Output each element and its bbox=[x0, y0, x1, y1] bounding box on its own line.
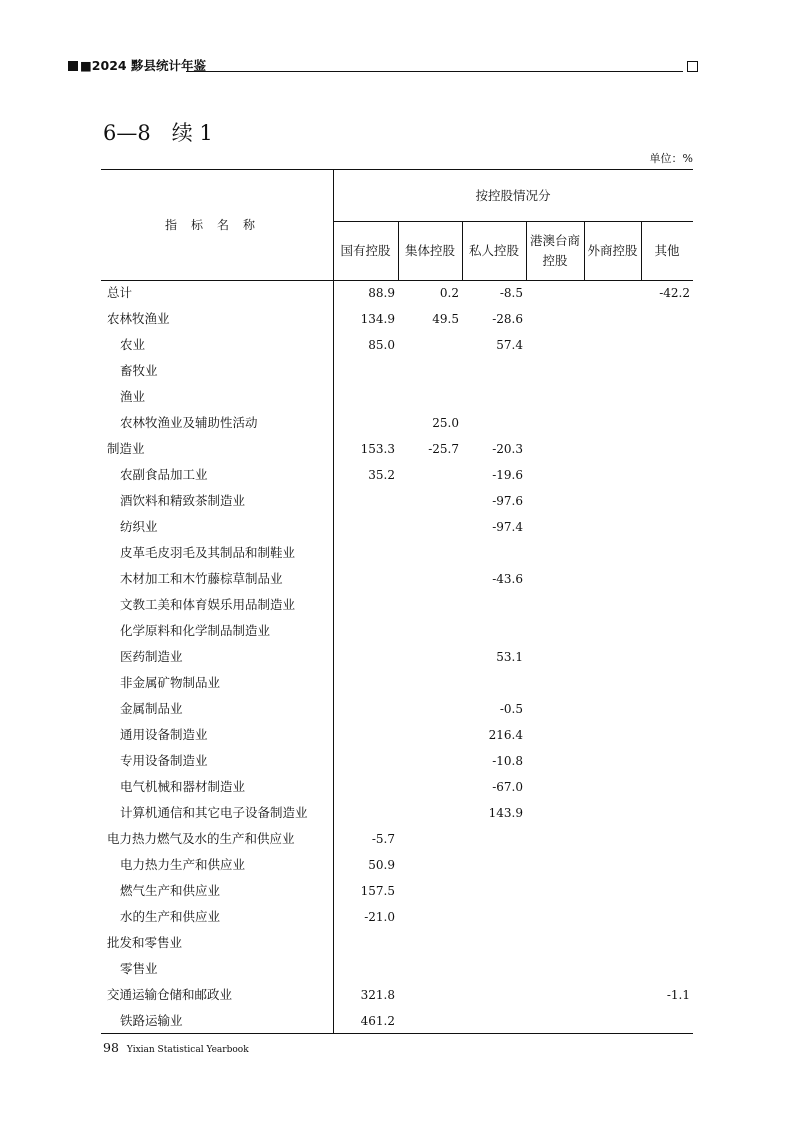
row-label: 纺织业 bbox=[120, 519, 158, 534]
row-label: 化学原料和化学制品制造业 bbox=[120, 623, 271, 638]
row-label: 电气机械和器材制造业 bbox=[120, 779, 246, 794]
table-row bbox=[101, 982, 693, 1008]
table-row bbox=[101, 540, 693, 566]
cell-value: -21.0 bbox=[364, 910, 395, 924]
row-label: 零售业 bbox=[120, 961, 158, 976]
row-label: 燃气生产和供应业 bbox=[120, 883, 221, 898]
row-label: 水的生产和供应业 bbox=[120, 909, 221, 924]
book-title: Yixian Statistical Yearbook bbox=[126, 1045, 249, 1055]
table-row bbox=[101, 852, 693, 878]
row-label: 农副食品加工业 bbox=[120, 467, 208, 482]
row-label: 铁路运输业 bbox=[120, 1013, 183, 1028]
row-label: 皮革毛皮羽毛及其制品和制鞋业 bbox=[120, 545, 296, 560]
table-row bbox=[101, 280, 693, 306]
cell-value: 53.1 bbox=[496, 650, 523, 664]
cell-value: -8.5 bbox=[499, 286, 523, 300]
cell-value: -97.4 bbox=[492, 520, 523, 534]
table-row bbox=[101, 644, 693, 670]
table-row bbox=[101, 956, 693, 982]
row-label: 专用设备制造业 bbox=[120, 753, 208, 768]
column-header: 港澳台商 控股 bbox=[529, 232, 580, 268]
page-footer bbox=[103, 1040, 249, 1057]
table-row bbox=[101, 462, 693, 488]
table-row bbox=[101, 618, 693, 644]
cell-value: 143.9 bbox=[488, 806, 523, 820]
table-row bbox=[101, 722, 693, 748]
column-header: 其他 bbox=[654, 242, 680, 258]
table-row bbox=[101, 358, 693, 384]
cell-value: 153.3 bbox=[360, 442, 395, 456]
column-header: 国有控股 bbox=[340, 242, 391, 258]
cell-value: -0.5 bbox=[499, 702, 523, 716]
table-row bbox=[101, 878, 693, 904]
header-box-mark bbox=[687, 61, 698, 72]
table-row bbox=[101, 800, 693, 826]
group-header: 按控股情况分 bbox=[475, 188, 551, 203]
cell-value: 157.5 bbox=[360, 884, 395, 898]
table-row bbox=[101, 904, 693, 930]
table-row bbox=[101, 748, 693, 774]
cell-value: 321.8 bbox=[360, 988, 395, 1002]
cell-value: -67.0 bbox=[492, 780, 523, 794]
row-label: 农林牧渔业 bbox=[107, 311, 170, 326]
indicator-header: 指标名称 bbox=[164, 218, 269, 232]
row-label: 畜牧业 bbox=[120, 363, 158, 378]
column-header: 私人控股 bbox=[468, 242, 519, 258]
header-rule bbox=[186, 71, 683, 72]
cell-value: -20.3 bbox=[492, 442, 523, 456]
page-number: 98 bbox=[103, 1040, 119, 1055]
cell-value: 216.4 bbox=[488, 728, 523, 742]
table-row bbox=[101, 514, 693, 540]
row-label: 酒饮料和精致茶制造业 bbox=[120, 493, 246, 508]
cell-value: -19.6 bbox=[492, 468, 523, 482]
row-label: 批发和零售业 bbox=[107, 935, 183, 950]
row-label: 计算机通信和其它电子设备制造业 bbox=[120, 805, 308, 820]
cell-value: 134.9 bbox=[360, 312, 395, 326]
cell-value: -97.6 bbox=[492, 494, 523, 508]
table-title: 6—8 续 1 bbox=[103, 121, 213, 145]
cell-value: -1.1 bbox=[666, 988, 690, 1002]
column-header: 集体控股 bbox=[404, 242, 455, 258]
row-label: 金属制品业 bbox=[120, 701, 183, 716]
row-label: 制造业 bbox=[107, 441, 145, 456]
column-header: 外商控股 bbox=[587, 242, 638, 258]
row-label: 文教工美和体育娱乐用品制造业 bbox=[120, 597, 296, 612]
header-text: ■2024 黟县统计年鉴 bbox=[80, 58, 206, 73]
unit-note: 单位：% bbox=[649, 152, 693, 165]
cell-value: -28.6 bbox=[492, 312, 523, 326]
cell-value: -5.7 bbox=[371, 832, 395, 846]
table-row bbox=[101, 930, 693, 956]
row-label: 医药制造业 bbox=[120, 649, 183, 664]
row-label: 非金属矿物制品业 bbox=[120, 675, 221, 690]
cell-value: 85.0 bbox=[368, 338, 395, 352]
cell-value: -43.6 bbox=[492, 572, 523, 586]
row-label: 农业 bbox=[120, 337, 146, 352]
table-row bbox=[101, 566, 693, 592]
table-row bbox=[101, 488, 693, 514]
table-row bbox=[101, 774, 693, 800]
cell-value: 35.2 bbox=[368, 468, 395, 482]
running-header bbox=[68, 57, 698, 75]
row-label: 通用设备制造业 bbox=[120, 727, 208, 742]
cell-value: 88.9 bbox=[368, 286, 395, 300]
table-row bbox=[101, 826, 693, 852]
cell-value: 49.5 bbox=[432, 312, 459, 326]
cell-value: -42.2 bbox=[659, 286, 690, 300]
row-label: 总计 bbox=[107, 285, 133, 300]
table-row bbox=[101, 696, 693, 722]
cell-value: 57.4 bbox=[496, 338, 523, 352]
table-row bbox=[101, 592, 693, 618]
header-square-mark bbox=[68, 61, 78, 71]
table-row bbox=[101, 1008, 693, 1034]
table-row bbox=[101, 436, 693, 462]
cell-value: 50.9 bbox=[368, 858, 395, 872]
table-row bbox=[101, 306, 693, 332]
cell-value: 25.0 bbox=[432, 416, 459, 430]
cell-value: 0.2 bbox=[439, 286, 459, 300]
table-top-rule bbox=[101, 169, 693, 170]
cell-value: 461.2 bbox=[360, 1014, 395, 1028]
cell-value: -10.8 bbox=[492, 754, 523, 768]
row-label: 交通运输仓储和邮政业 bbox=[107, 987, 233, 1002]
table-row bbox=[101, 384, 693, 410]
row-label: 电力热力生产和供应业 bbox=[120, 857, 246, 872]
row-label: 电力热力燃气及水的生产和供应业 bbox=[107, 831, 295, 846]
row-label: 木材加工和木竹藤棕草制品业 bbox=[120, 571, 283, 586]
cell-value: -25.7 bbox=[428, 442, 459, 456]
table-row bbox=[101, 670, 693, 696]
row-label: 渔业 bbox=[120, 389, 146, 404]
data-table bbox=[101, 169, 693, 1034]
row-label: 农林牧渔业及辅助性活动 bbox=[120, 415, 258, 430]
table-row bbox=[101, 410, 693, 436]
table-row bbox=[101, 332, 693, 358]
